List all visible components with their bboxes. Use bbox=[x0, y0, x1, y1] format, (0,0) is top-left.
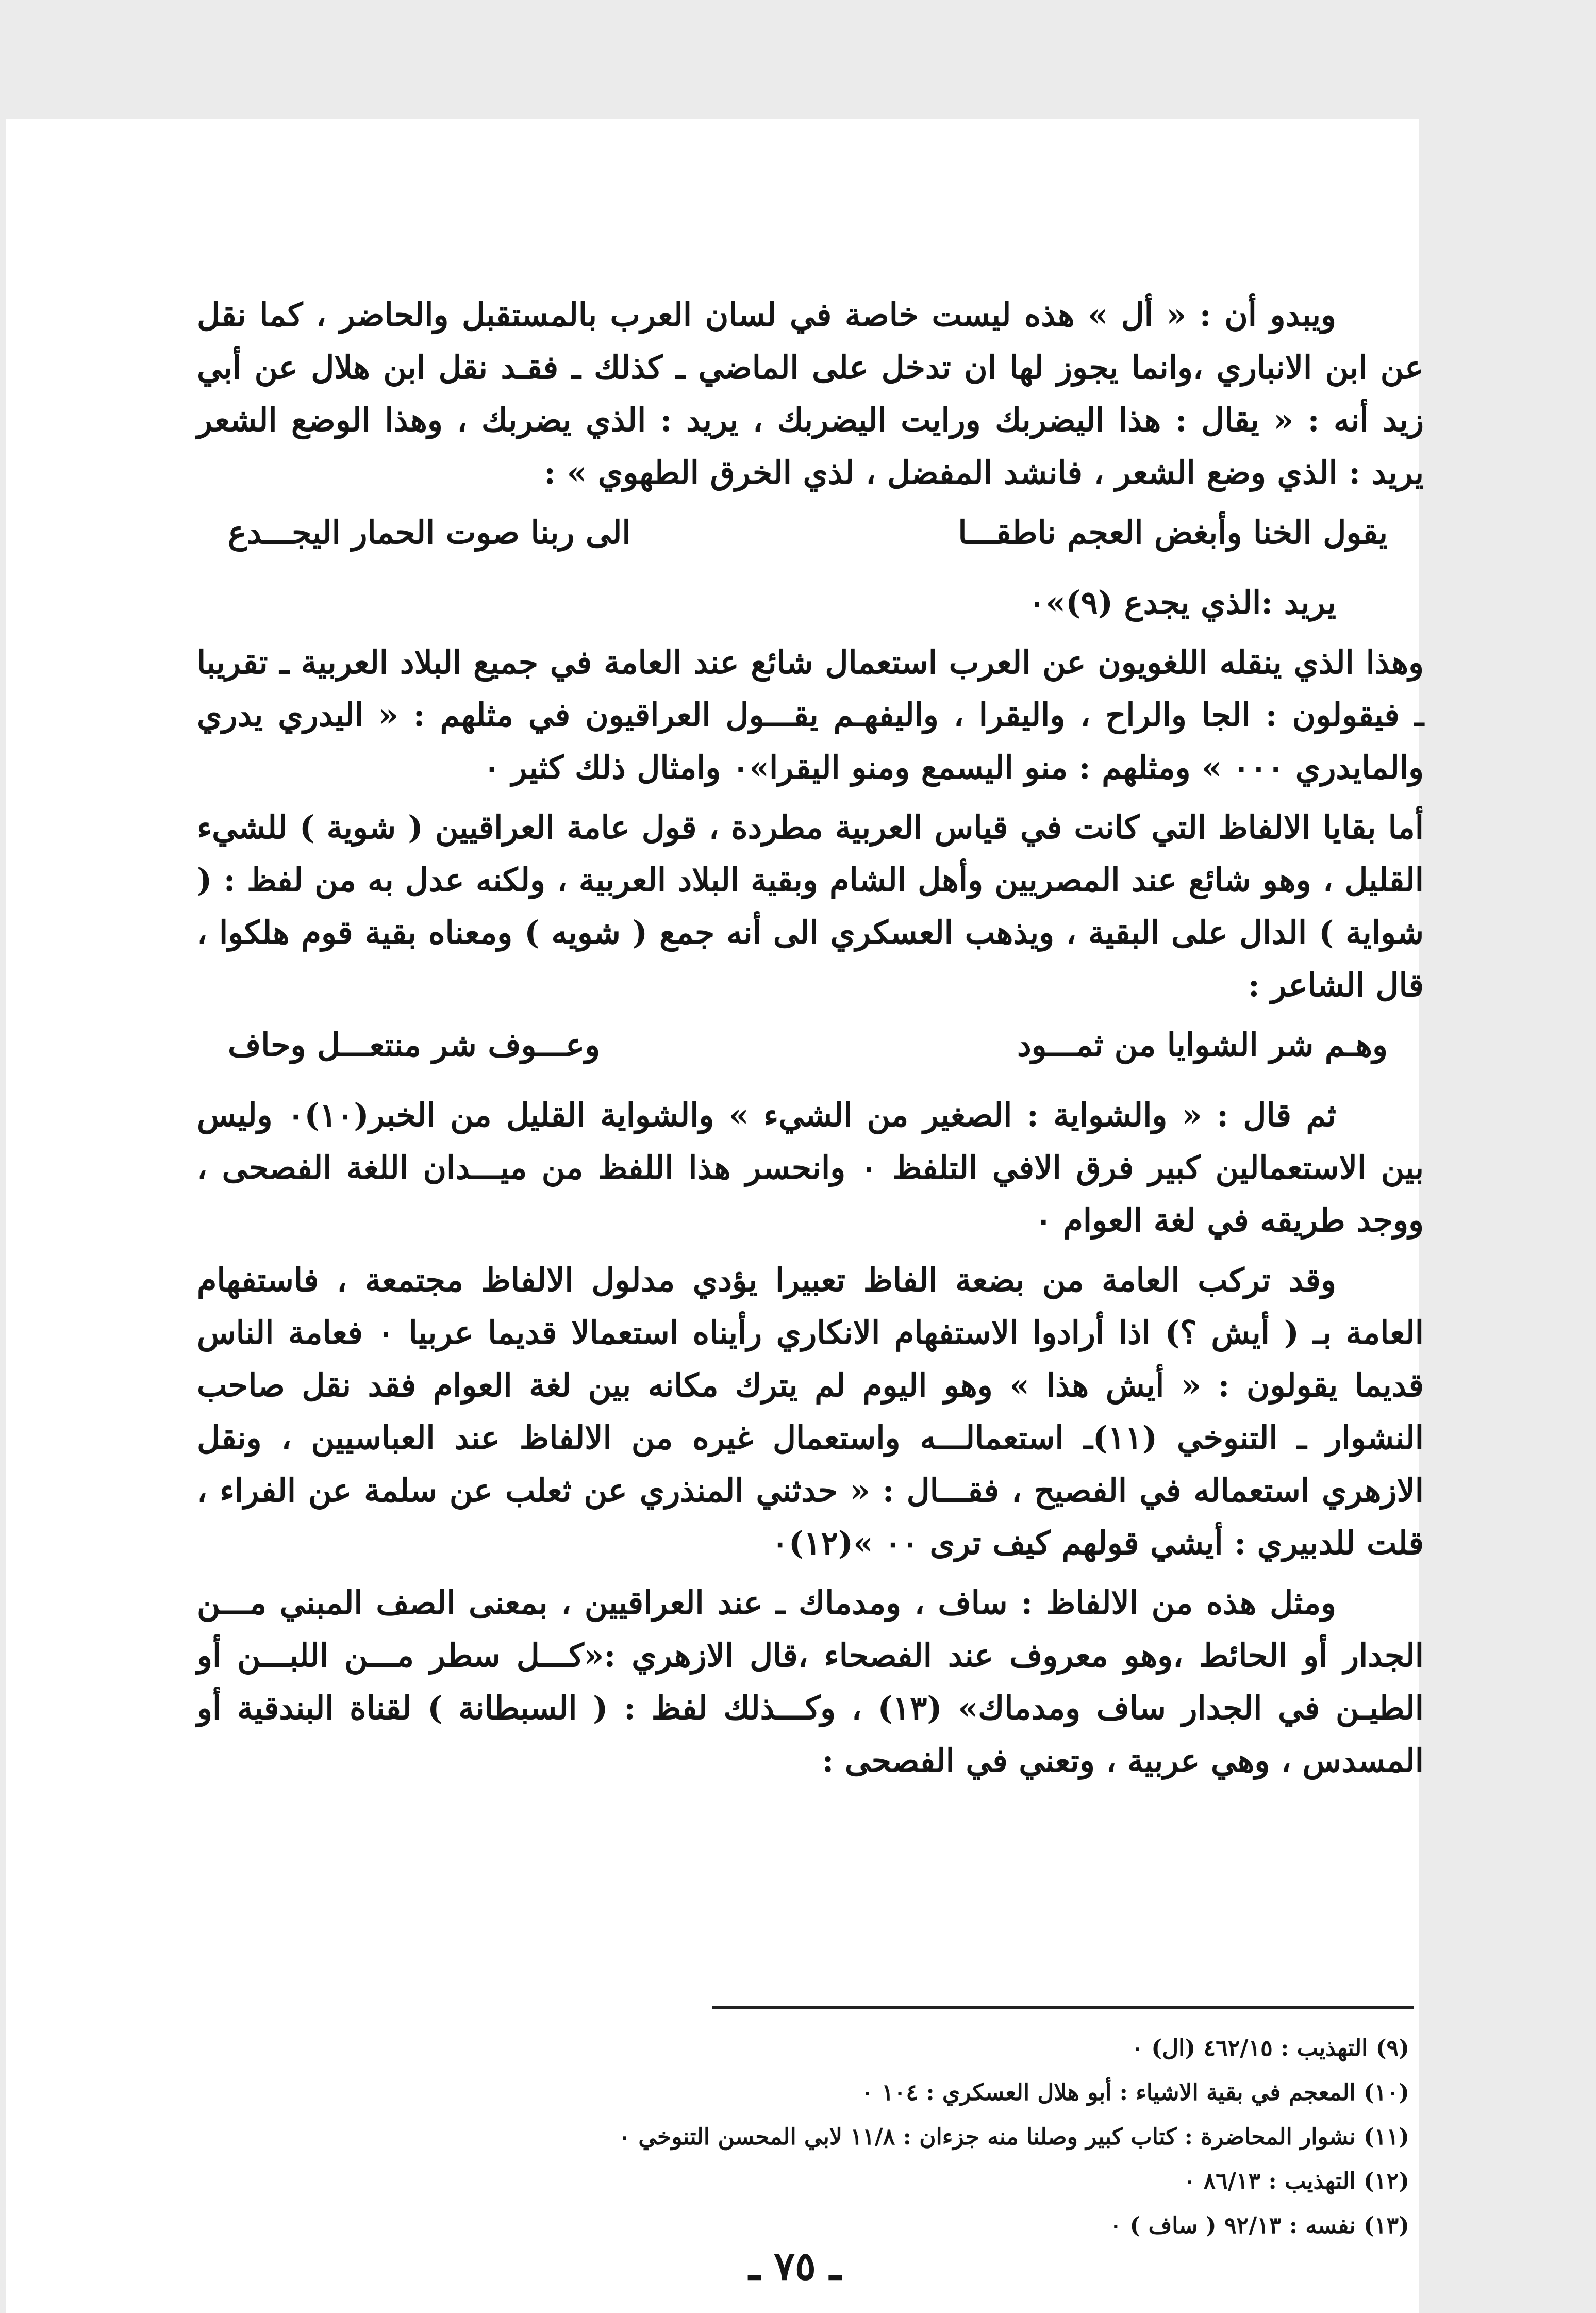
paragraph-3: وهذا الذي ينقله اللغويون عن العرب استعمال شائع عند العامة في جميع البلاد العربية ـ تقريبا ـ فيقولون : الجا والراح ، واليقرا ، واليفهـم يقـــول العراقيون في مثلهم : « اليدري يدري والمايدري ٠٠٠ » ومثلهم : منو اليسمع ومنو اليقرا»٠ وامثال ذلك كثير ٠ bbox=[197, 643, 1424, 786]
verse-2-second-hemistich: وعـــوف شر منتعـــل وحاف bbox=[228, 1026, 601, 1064]
paragraph-2: يريد :الذي يجدع (٩)»٠ bbox=[1028, 584, 1336, 621]
verse-1 bbox=[197, 506, 1424, 559]
paragraph-1: ويبدو أن : « أل » هذه ليست خاصة في لسان العرب بالمستقبل والحاضر ، كما نقل عن ابن الانباري ،وانما يجوز لها ان تدخل على الماضي ـ كذلك ـ فقـد نقل ابن هلال عن أبي زيد أنه : « يقال : هذا اليضربك ورايت اليضربك ، يريد : الذي يضربك ، وهذا الوضع الشعر يريد : الذي وضع الشعر ، فانشد المفضل ، لذي الخرق الطهوي » : bbox=[197, 296, 1424, 491]
verse-2 bbox=[197, 1019, 1424, 1071]
footnote-13: (١٣) نفسه : ٩٢/١٣ ( ساف ) ٠ bbox=[1109, 2212, 1409, 2239]
verse-2-first-hemistich: وهـم شر الشوايا من ثمـــود bbox=[1017, 1026, 1388, 1064]
footnote-divider bbox=[712, 2006, 1414, 2009]
paragraph-7: ومثل هذه من الالفاظ : ساف ، ومدماك ـ عند العراقيين ، بمعنى الصف المبني مـــن الجدار أو الحائط ،وهو معروف عند الفصحاء ،قال الازهري :«كـــل سطر مـــن اللبـــن أو الطيـن في الجدار ساف ومدماك» (١٣) ، وكـــذلك لفظ : ( السبطانة ) لقناة البندقية أو المسدس ، وهي عربية ، وتعني في الفصحى : bbox=[197, 1584, 1424, 1779]
page-number: ـ ٧٥ ـ bbox=[749, 2243, 841, 2289]
verse-1-second-hemistich: الى ربنا صوت الحمار اليجـــدع bbox=[228, 514, 631, 551]
footnote-9: (٩) التهذيب : ٤٦٢/١٥ (ال) ٠ bbox=[1131, 2035, 1409, 2061]
scanned-page bbox=[6, 119, 1424, 2313]
paragraph-4: أما بقايا الالفاظ التي كانت في قياس العربية مطردة ، قول عامة العراقيين ( شوية ) للشيء القليل ، وهو شائع عند المصريين وأهل الشام وبقية البلاد العربية ، ولكنه عدل به من لفظ : ( شواية ) الدال على البقية ، ويذهب العسكري الى أنه جمع ( شويه ) ومعناه بقية قوم هلكوا ، قال الشاعر : bbox=[197, 808, 1424, 1004]
main-text bbox=[197, 289, 1424, 1794]
footnotes bbox=[197, 2026, 1424, 2248]
footnote-12: (١٢) التهذيب : ٨٦/١٣ ٠ bbox=[1183, 2168, 1409, 2194]
paragraph-5: ثم قال : « والشواية : الصغير من الشيء » والشواية القليل من الخبر(١٠)٠ وليس بين الاستعمالين كبير فرق الافي التلفظ ٠ وانحسر هذا اللفظ من ميـــدان اللغة الفصحى ، ووجد طريقه في لغة العوام ٠ bbox=[197, 1096, 1424, 1239]
verse-1-first-hemistich: يقول الخنا وأبغض العجم ناطقـــا bbox=[958, 514, 1388, 551]
footnote-10: (١٠) المعجم في بقية الاشياء : أبو هلال العسكري : ١٠٤ ٠ bbox=[861, 2079, 1409, 2106]
footnote-11: (١١) نشوار المحاضرة : كتاب كبير وصلنا منه جزءان : ١١/٨ لابي المحسن التنوخي ٠ bbox=[618, 2124, 1409, 2150]
paragraph-6: وقد تركب العامة من بضعة الفاظ تعبيرا يؤدي مدلول الالفاظ مجتمعة ، فاستفهام العامة بـ ( أيش ؟) اذا أرادوا الاستفهام الانكاري رأيناه استعمالا قديما عربيا ٠ فعامة الناس قديما يقولون : « أيش هذا » وهو اليوم لم يترك مكانه بين لغة العوام فقد نقل صاحب النشوار ـ التنوخي (١١)ـ استعمالـــه واستعمال غيره من الالفاظ عند العباسيين ، ونقل الازهري استعماله في الفصيح ، فقـــال : « حدثني المنذري عن ثعلب عن سلمة عن الفراء ، قلت للدبيري : أيشي قولهم كيف ترى ٠٠ »(١٢)٠ bbox=[197, 1261, 1424, 1562]
